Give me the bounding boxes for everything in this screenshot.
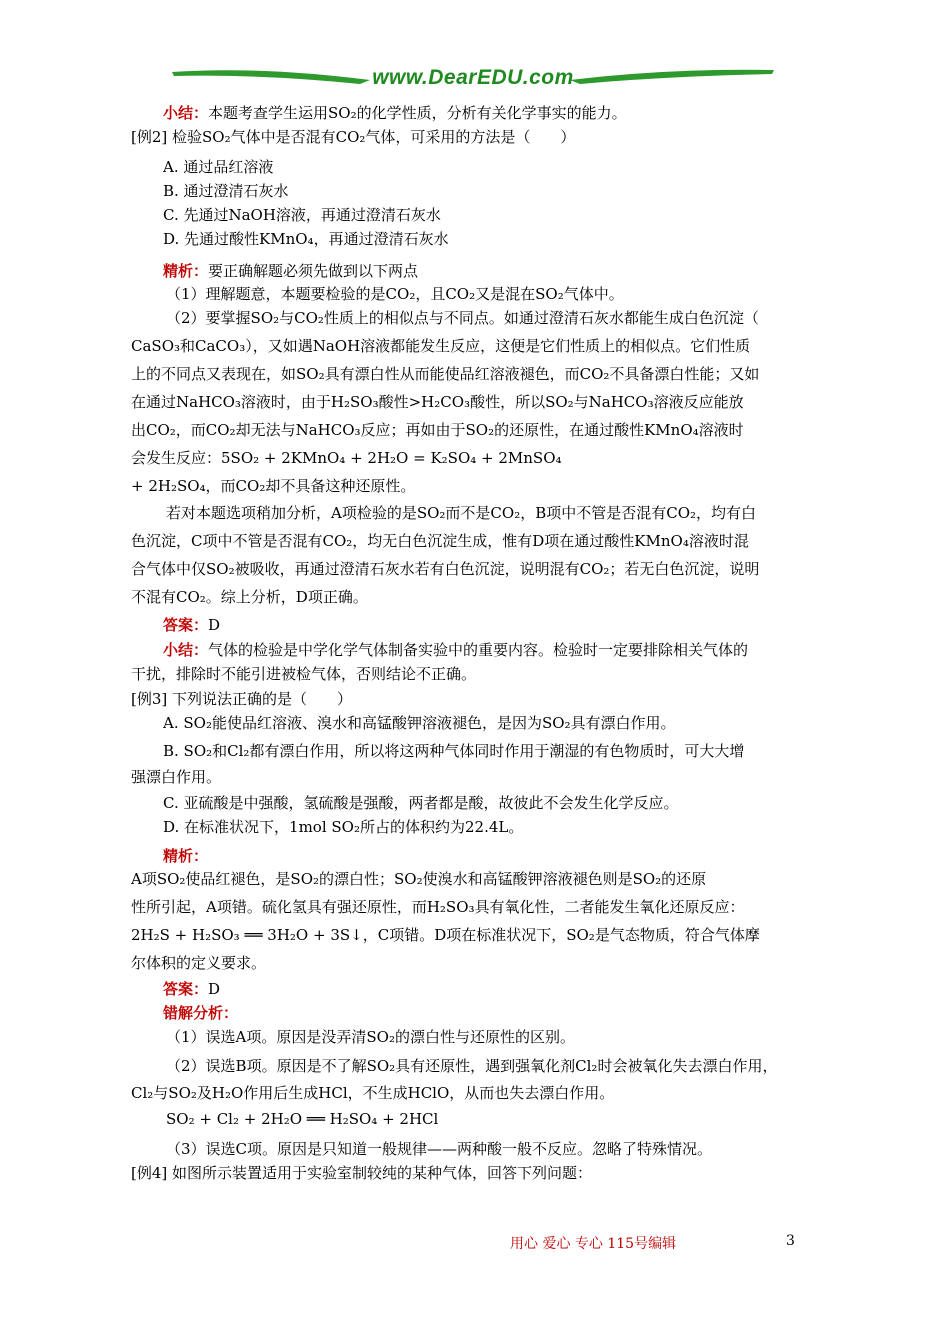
- text-line: [166, 281, 821, 307]
- line-text: 本题考查学生运用SO₂的化学性质，分析有关化学事实的能力。: [208, 104, 627, 122]
- text-line: [131, 922, 821, 948]
- line-text: 色沉淀，C项中不管是否混有CO₂，均无白色沉淀生成，惟有D项在通过酸性KMnO₄溶液时混: [131, 532, 749, 550]
- line-text: A. 通过品红溶液: [163, 158, 274, 176]
- text-line: [131, 445, 821, 471]
- section-label: 小结：: [163, 641, 209, 659]
- line-text: 上的不同点又表现在，如SO₂具有漂白性从而能使品红溶液褪色，而CO₂不具备漂白性能；又如: [131, 365, 760, 383]
- section-label: 答案：: [163, 616, 209, 634]
- text-line: [163, 976, 821, 1002]
- line-text: 性所引起，A项错。硫化氢具有强还原性，而H₂SO₃具有氧化性，二者能发生氧化还原反应：: [131, 898, 745, 916]
- line-text: （1）理解题意，本题要检验的是CO₂，且CO₂又是混在SO₂气体中。: [166, 285, 624, 303]
- text-line: [131, 950, 821, 976]
- text-line: [163, 100, 821, 126]
- text-line: [131, 866, 821, 892]
- text-line: [166, 1053, 821, 1079]
- section-label: 精析：: [163, 847, 209, 865]
- section-label: 答案：: [163, 980, 209, 998]
- text-line: [163, 178, 821, 204]
- line-text: 2H₂S + H₂SO₃ ══ 3H₂O + 3S↓，C项错。D项在标准状况下，SO₂是气态物质，符合气体摩: [131, 926, 760, 944]
- line-text: [例3] 下列说法正确的是（ ）: [131, 690, 353, 708]
- text-line: [166, 1024, 821, 1050]
- site-url: www.DearEDU.com: [372, 66, 574, 89]
- line-text: 出CO₂，而CO₂却无法与NaHCO₃反应；再如由于SO₂的还原性，在通过酸性KMnO₄溶液时: [131, 421, 744, 439]
- line-text: A. SO₂能使品红溶液、溴水和高锰酸钾溶液褪色，是因为SO₂具有漂白作用。: [163, 714, 676, 732]
- line-text: 干扰，排除时不能引进被检气体，否则结论不正确。: [131, 665, 477, 683]
- line-text: C. 先通过NaOH溶液，再通过澄清石灰水: [163, 206, 441, 224]
- text-line: [131, 333, 821, 359]
- line-text: CaSO₃和CaCO₃），又如遇NaOH溶液都能发生反应，这便是它们性质上的相似点。它们性质: [131, 337, 751, 355]
- line-text: D: [208, 616, 221, 634]
- line-text: B. SO₂和Cl₂都有漂白作用，所以将这两种气体同时作用于潮湿的有色物质时，可大大增: [163, 742, 745, 760]
- line-text: D. 先通过酸性KMnO₄，再通过澄清石灰水: [163, 230, 449, 248]
- text-line: [131, 1080, 821, 1106]
- text-line: [131, 361, 821, 387]
- text-line: [131, 584, 821, 610]
- page-number: 3: [786, 1233, 795, 1249]
- line-text: （1）误选A项。原因是没弄清SO₂的漂白性与还原性的区别。: [166, 1028, 575, 1046]
- text-line: [163, 637, 821, 663]
- line-text: 气体的检验是中学化学气体制备实验中的重要内容。检验时一定要排除相关气体的: [208, 641, 749, 659]
- text-line: [131, 764, 821, 790]
- text-line: [166, 1136, 821, 1162]
- text-line: [131, 894, 821, 920]
- text-line: [163, 738, 821, 764]
- text-line: [131, 661, 821, 687]
- line-text: D: [208, 980, 221, 998]
- text-line: [163, 790, 821, 816]
- site-header: [170, 62, 776, 96]
- line-text: 要正确解题必须先做到以下两点: [208, 262, 419, 280]
- text-line: [166, 500, 821, 526]
- line-text: 在通过NaHCO₃溶液时，由于H₂SO₃酸性>H₂CO₃酸性，所以SO₂与NaHCO₃溶液反应能放: [131, 393, 744, 411]
- text-line: [166, 305, 821, 331]
- line-text: A项SO₂使品红褪色，是SO₂的漂白性；SO₂使溴水和高锰酸钾溶液褪色则是SO₂的还原: [131, 870, 707, 888]
- line-text: 会发生反应：5SO₂ + 2KMnO₄ + 2H₂O = K₂SO₄ + 2MnSO₄: [131, 449, 562, 467]
- text-line: [163, 710, 821, 736]
- section-label: 精析：: [163, 262, 209, 280]
- line-text: 不混有CO₂。综上分析，D项正确。: [131, 588, 368, 606]
- line-text: （3）误选C项。原因是只知道一般规律——两种酸一般不反应。忽略了特殊情况。: [166, 1140, 713, 1158]
- text-line: [131, 473, 821, 499]
- text-line: [163, 202, 821, 228]
- text-line: [163, 154, 821, 180]
- line-text: B. 通过澄清石灰水: [163, 182, 289, 200]
- line-text: [例4] 如图所示装置适用于实验室制较纯的某种气体，回答下列问题：: [131, 1164, 593, 1182]
- text-line: [131, 556, 821, 582]
- line-text: + 2H₂SO₄，而CO₂却不具备这种还原性。: [131, 477, 416, 495]
- text-line: [131, 528, 821, 554]
- line-text: 尔体积的定义要求。: [131, 954, 267, 972]
- text-line: [131, 686, 821, 712]
- section-label: 小结：: [163, 104, 209, 122]
- line-text: D. 在标准状况下，1mol SO₂所占的体积约为22.4L。: [163, 818, 524, 836]
- line-text: C. 亚硫酸是中强酸，氢硫酸是强酸，两者都是酸，故彼此不会发生化学反应。: [163, 794, 679, 812]
- text-line: [131, 417, 821, 443]
- text-line: [131, 1160, 821, 1186]
- text-line: [163, 226, 821, 252]
- text-line: [131, 124, 821, 150]
- line-text: 强漂白作用。: [131, 768, 222, 786]
- text-line: [163, 814, 821, 840]
- line-text: SO₂ + Cl₂ + 2H₂O ══ H₂SO₄ + 2HCl: [166, 1110, 439, 1128]
- text-line: [163, 612, 821, 638]
- text-line: [166, 1106, 821, 1132]
- line-text: 若对本题选项稍加分析，A项检验的是SO₂而不是CO₂，B项中不管是否混有CO₂，均有白: [166, 504, 757, 522]
- footer-text: 用心 爱心 专心 115号编辑: [510, 1236, 677, 1252]
- line-text: 合气体中仅SO₂被吸收，再通过澄清石灰水若有白色沉淀，说明混有CO₂；若无白色沉淀，说明: [131, 560, 760, 578]
- text-line: [163, 1000, 821, 1026]
- line-text: （2）误选B项。原因是不了解SO₂具有还原性，遇到强氧化剂Cl₂时会被氧化失去漂白作用，: [166, 1057, 778, 1075]
- line-text: （2）要掌握SO₂与CO₂性质上的相似点与不同点。如通过澄清石灰水都能生成白色沉淀（: [166, 309, 759, 327]
- line-text: Cl₂与SO₂及H₂O作用后生成HCl，不生成HClO，从而也失去漂白作用。: [131, 1084, 615, 1102]
- section-label: 错解分析：: [163, 1004, 239, 1022]
- line-text: [例2] 检验SO₂气体中是否混有CO₂气体，可采用的方法是（ ）: [131, 128, 576, 146]
- text-line: [131, 389, 821, 415]
